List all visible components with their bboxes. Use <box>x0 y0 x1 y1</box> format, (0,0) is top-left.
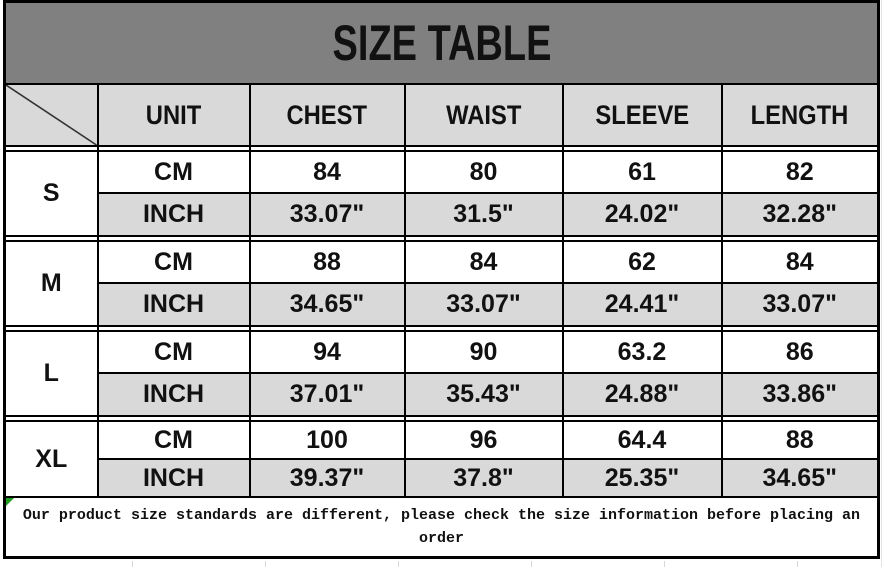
value-cell: 32.28" <box>722 193 879 236</box>
value-cell: 94 <box>250 331 405 373</box>
unit-cell: CM <box>98 241 250 283</box>
unit-cell: CM <box>98 421 250 459</box>
size-xl-inch-row <box>5 459 879 497</box>
value-cell: 90 <box>405 331 563 373</box>
value-cell: 82 <box>722 151 879 193</box>
value-cell: 86 <box>722 331 879 373</box>
size-label-xl: XL <box>5 421 98 497</box>
table-title-text: SIZE TABLE <box>332 15 551 71</box>
note-text: Our product size standards are different, please check the size information before placing an order <box>22 507 861 547</box>
size-label-s: S <box>5 151 98 236</box>
value-cell: 33.07" <box>405 283 563 326</box>
unit-cell: INCH <box>98 283 250 326</box>
column-header-chest: CHEST <box>250 84 405 146</box>
table-title <box>5 2 879 85</box>
title-row <box>5 2 879 85</box>
size-table <box>3 0 880 559</box>
header-row <box>5 84 879 146</box>
size-m-inch-row <box>5 283 879 326</box>
column-header-length: LENGTH <box>722 84 879 146</box>
value-cell: 88 <box>250 241 405 283</box>
value-cell: 84 <box>250 151 405 193</box>
value-cell: 88 <box>722 421 879 459</box>
unit-cell: INCH <box>98 459 250 497</box>
column-header-sleeve: SLEEVE <box>563 84 722 146</box>
column-header-unit: UNIT <box>98 84 250 146</box>
value-cell: 62 <box>563 241 722 283</box>
diagonal-line-icon <box>6 85 97 145</box>
note-flag-icon <box>6 498 14 506</box>
value-cell: 24.88" <box>563 373 722 416</box>
value-cell: 61 <box>563 151 722 193</box>
value-cell: 35.43" <box>405 373 563 416</box>
unit-cell: CM <box>98 331 250 373</box>
value-cell: 63.2 <box>563 331 722 373</box>
spreadsheet-gridlines-bottom <box>0 561 884 567</box>
size-l-cm-row <box>5 331 879 373</box>
value-cell: 24.41" <box>563 283 722 326</box>
value-cell: 33.86" <box>722 373 879 416</box>
value-cell: 24.02" <box>563 193 722 236</box>
note-cell <box>5 497 879 558</box>
size-xl-cm-row <box>5 421 879 459</box>
value-cell: 84 <box>405 241 563 283</box>
value-cell: 80 <box>405 151 563 193</box>
value-cell: 64.4 <box>563 421 722 459</box>
value-cell: 31.5" <box>405 193 563 236</box>
value-cell: 96 <box>405 421 563 459</box>
note-row <box>5 497 879 558</box>
unit-cell: CM <box>98 151 250 193</box>
size-s-cm-row <box>5 151 879 193</box>
value-cell: 37.01" <box>250 373 405 416</box>
value-cell: 37.8" <box>405 459 563 497</box>
value-cell: 39.37" <box>250 459 405 497</box>
spreadsheet-gridline-right <box>880 0 884 567</box>
size-label-l: L <box>5 331 98 416</box>
value-cell: 25.35" <box>563 459 722 497</box>
column-header-waist: WAIST <box>405 84 563 146</box>
unit-cell: INCH <box>98 373 250 416</box>
value-cell: 34.65" <box>250 283 405 326</box>
value-cell: 34.65" <box>722 459 879 497</box>
value-cell: 33.07" <box>250 193 405 236</box>
value-cell: 33.07" <box>722 283 879 326</box>
diagonal-header-cell <box>5 84 98 146</box>
size-s-inch-row <box>5 193 879 236</box>
size-label-m: M <box>5 241 98 326</box>
size-m-cm-row <box>5 241 879 283</box>
value-cell: 100 <box>250 421 405 459</box>
size-l-inch-row <box>5 373 879 416</box>
value-cell: 84 <box>722 241 879 283</box>
unit-cell: INCH <box>98 193 250 236</box>
